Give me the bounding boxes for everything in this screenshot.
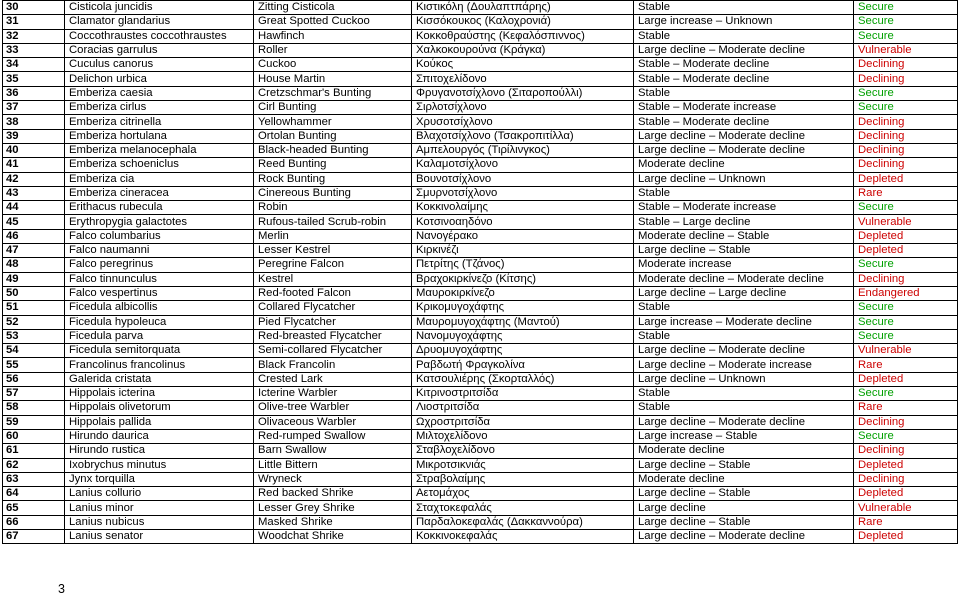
- latin-name: Emberiza cirlus: [65, 101, 254, 115]
- latin-name: Coccothraustes coccothraustes: [65, 29, 254, 43]
- english-name: Roller: [254, 43, 412, 57]
- table-row: [3, 1, 958, 15]
- latin-name: Emberiza cia: [65, 172, 254, 186]
- population-trend: Moderate decline – Moderate decline: [634, 272, 854, 286]
- english-name: Red-rumped Swallow: [254, 429, 412, 443]
- table-row: [3, 529, 958, 543]
- population-trend: Moderate decline: [634, 444, 854, 458]
- latin-name: Lanius nubicus: [65, 515, 254, 529]
- latin-name: Ficedula parva: [65, 329, 254, 343]
- english-name: Olivaceous Warbler: [254, 415, 412, 429]
- greek-name: Κοκκινολαίμης: [412, 201, 634, 215]
- english-name: Black Francolin: [254, 358, 412, 372]
- row-number: 45: [3, 215, 65, 229]
- latin-name: Emberiza hortulana: [65, 129, 254, 143]
- english-name: Cuckoo: [254, 58, 412, 72]
- conservation-status: Secure: [854, 15, 958, 29]
- latin-name: Emberiza citrinella: [65, 115, 254, 129]
- english-name: Great Spotted Cuckoo: [254, 15, 412, 29]
- table-row: [3, 201, 958, 215]
- english-name: Barn Swallow: [254, 444, 412, 458]
- population-trend: Large decline – Stable: [634, 244, 854, 258]
- english-name: Masked Shrike: [254, 515, 412, 529]
- conservation-status: Declining: [854, 272, 958, 286]
- conservation-status: Vulnerable: [854, 215, 958, 229]
- population-trend: Large decline – Moderate decline: [634, 529, 854, 543]
- population-trend: Stable – Moderate decline: [634, 58, 854, 72]
- latin-name: Ficedula hypoleuca: [65, 315, 254, 329]
- latin-name: Hirundo daurica: [65, 429, 254, 443]
- population-trend: Large decline – Moderate decline: [634, 129, 854, 143]
- greek-name: Κούκος: [412, 58, 634, 72]
- greek-name: Κοκκοθραύστης (Κεφαλόσπινvoς): [412, 29, 634, 43]
- latin-name: Ficedula albicollis: [65, 301, 254, 315]
- row-number: 36: [3, 86, 65, 100]
- population-trend: Stable – Moderate decline: [634, 115, 854, 129]
- greek-name: Κιτρινοστριτσίδα: [412, 387, 634, 401]
- population-trend: Large decline – Unknown: [634, 372, 854, 386]
- conservation-status: Declining: [854, 58, 958, 72]
- row-number: 43: [3, 186, 65, 200]
- greek-name: Βουνοτσίχλονο: [412, 172, 634, 186]
- row-number: 40: [3, 143, 65, 157]
- table-row: [3, 329, 958, 343]
- row-number: 62: [3, 458, 65, 472]
- latin-name: Emberiza caesia: [65, 86, 254, 100]
- english-name: Cretzschmar's Bunting: [254, 86, 412, 100]
- greek-name: Κοκκινοκεφαλάς: [412, 529, 634, 543]
- latin-name: Emberiza cineracea: [65, 186, 254, 200]
- latin-name: Lanius collurio: [65, 487, 254, 501]
- conservation-status: Secure: [854, 329, 958, 343]
- greek-name: Στραβολαίμης: [412, 472, 634, 486]
- table-row: [3, 344, 958, 358]
- row-number: 31: [3, 15, 65, 29]
- population-trend: Large decline – Moderate decline: [634, 43, 854, 57]
- greek-name: Φρυγανοτσίχλονο (Σιταροπούλλι): [412, 86, 634, 100]
- conservation-status: Rare: [854, 186, 958, 200]
- row-number: 30: [3, 1, 65, 15]
- row-number: 64: [3, 487, 65, 501]
- english-name: Rufous-tailed Scrub-robin: [254, 215, 412, 229]
- conservation-status: Depleted: [854, 244, 958, 258]
- greek-name: Μικροτσικνιάς: [412, 458, 634, 472]
- conservation-status: Secure: [854, 29, 958, 43]
- table-row: [3, 43, 958, 57]
- greek-name: Βραχοκιρκίνεζο (Κίτσης): [412, 272, 634, 286]
- conservation-status: Declining: [854, 115, 958, 129]
- latin-name: Falco tinnunculus: [65, 272, 254, 286]
- table-row: [3, 244, 958, 258]
- english-name: Reed Bunting: [254, 158, 412, 172]
- table-row: [3, 387, 958, 401]
- english-name: Woodchat Shrike: [254, 529, 412, 543]
- english-name: Robin: [254, 201, 412, 215]
- population-trend: Stable – Moderate increase: [634, 201, 854, 215]
- greek-name: Δρυομυγοχάφτης: [412, 344, 634, 358]
- conservation-status: Declining: [854, 158, 958, 172]
- greek-name: Σπιτοχελίδονο: [412, 72, 634, 86]
- row-number: 39: [3, 129, 65, 143]
- english-name: Zitting Cisticola: [254, 1, 412, 15]
- latin-name: Coracias garrulus: [65, 43, 254, 57]
- row-number: 67: [3, 529, 65, 543]
- population-trend: Stable: [634, 86, 854, 100]
- table-row: [3, 501, 958, 515]
- conservation-status: Secure: [854, 201, 958, 215]
- english-name: Lesser Grey Shrike: [254, 501, 412, 515]
- row-number: 38: [3, 115, 65, 129]
- population-trend: Large decline – Moderate decline: [634, 143, 854, 157]
- latin-name: Falco columbarius: [65, 229, 254, 243]
- greek-name: Σταβλοχελίδονο: [412, 444, 634, 458]
- english-name: House Martin: [254, 72, 412, 86]
- greek-name: Λιοστριτσίδα: [412, 401, 634, 415]
- row-number: 41: [3, 158, 65, 172]
- english-name: Red-breasted Flycatcher: [254, 329, 412, 343]
- population-trend: Stable: [634, 329, 854, 343]
- row-number: 52: [3, 315, 65, 329]
- conservation-status: Declining: [854, 415, 958, 429]
- greek-name: Αετομάχος: [412, 487, 634, 501]
- row-number: 59: [3, 415, 65, 429]
- latin-name: Falco naumanni: [65, 244, 254, 258]
- english-name: Rock Bunting: [254, 172, 412, 186]
- row-number: 37: [3, 101, 65, 115]
- population-trend: Stable: [634, 401, 854, 415]
- table-row: [3, 429, 958, 443]
- population-trend: Stable: [634, 29, 854, 43]
- greek-name: Ωχροστριτσίδα: [412, 415, 634, 429]
- greek-name: Κιρκινέζι: [412, 244, 634, 258]
- english-name: Ortolan Bunting: [254, 129, 412, 143]
- greek-name: Χρυσοτσίχλονο: [412, 115, 634, 129]
- table-row: [3, 258, 958, 272]
- latin-name: Hirundo rustica: [65, 444, 254, 458]
- table-row: [3, 272, 958, 286]
- row-number: 56: [3, 372, 65, 386]
- table-row: [3, 358, 958, 372]
- greek-name: Μιλτοχελίδονο: [412, 429, 634, 443]
- greek-name: Πετρίτης (Τζάνος): [412, 258, 634, 272]
- greek-name: Μαυρομυγοχάφτης (Μαντού): [412, 315, 634, 329]
- table-row: [3, 401, 958, 415]
- table-row: [3, 472, 958, 486]
- table-row: [3, 58, 958, 72]
- conservation-status: Rare: [854, 401, 958, 415]
- latin-name: Emberiza melanocephala: [65, 143, 254, 157]
- row-number: 55: [3, 358, 65, 372]
- conservation-status: Declining: [854, 72, 958, 86]
- latin-name: Erythropygia galactotes: [65, 215, 254, 229]
- species-table: [2, 0, 958, 544]
- conservation-status: Secure: [854, 101, 958, 115]
- latin-name: Cisticola juncidis: [65, 1, 254, 15]
- english-name: Semi-collared Flycatcher: [254, 344, 412, 358]
- population-trend: Moderate decline – Stable: [634, 229, 854, 243]
- row-number: 57: [3, 387, 65, 401]
- row-number: 61: [3, 444, 65, 458]
- english-name: Kestrel: [254, 272, 412, 286]
- latin-name: Francolinus francolinus: [65, 358, 254, 372]
- conservation-status: Depleted: [854, 487, 958, 501]
- row-number: 58: [3, 401, 65, 415]
- population-trend: Large decline – Unknown: [634, 172, 854, 186]
- population-trend: Large decline – Large decline: [634, 286, 854, 300]
- table-row: [3, 15, 958, 29]
- table-row: [3, 286, 958, 300]
- population-trend: Large increase – Moderate decline: [634, 315, 854, 329]
- english-name: Yellowhammer: [254, 115, 412, 129]
- conservation-status: Secure: [854, 258, 958, 272]
- conservation-status: Secure: [854, 86, 958, 100]
- conservation-status: Declining: [854, 444, 958, 458]
- conservation-status: Declining: [854, 143, 958, 157]
- latin-name: Cuculus canorus: [65, 58, 254, 72]
- conservation-status: Depleted: [854, 172, 958, 186]
- conservation-status: Declining: [854, 129, 958, 143]
- english-name: Wryneck: [254, 472, 412, 486]
- greek-name: Κοτσινοαηδόνο: [412, 215, 634, 229]
- population-trend: Large decline – Stable: [634, 515, 854, 529]
- table-row: [3, 86, 958, 100]
- conservation-status: Rare: [854, 358, 958, 372]
- table-row: [3, 301, 958, 315]
- latin-name: Ixobrychus minutus: [65, 458, 254, 472]
- conservation-status: Secure: [854, 315, 958, 329]
- english-name: Crested Lark: [254, 372, 412, 386]
- conservation-status: Vulnerable: [854, 344, 958, 358]
- greek-name: Σταχτοκεφαλάς: [412, 501, 634, 515]
- table-row: [3, 172, 958, 186]
- row-number: 47: [3, 244, 65, 258]
- table-row: [3, 444, 958, 458]
- latin-name: Ficedula semitorquata: [65, 344, 254, 358]
- population-trend: Stable – Moderate increase: [634, 101, 854, 115]
- table-row: [3, 372, 958, 386]
- table-row: [3, 186, 958, 200]
- table-row: [3, 515, 958, 529]
- conservation-status: Depleted: [854, 458, 958, 472]
- greek-name: Κρικομυγοχάφτης: [412, 301, 634, 315]
- table-row: [3, 215, 958, 229]
- row-number: 63: [3, 472, 65, 486]
- greek-name: Σμυρνοτσίχλονο: [412, 186, 634, 200]
- population-trend: Stable: [634, 387, 854, 401]
- latin-name: Clamator glandarius: [65, 15, 254, 29]
- population-trend: Large decline – Moderate decline: [634, 415, 854, 429]
- population-trend: Large decline – Stable: [634, 458, 854, 472]
- conservation-status: Depleted: [854, 229, 958, 243]
- row-number: 32: [3, 29, 65, 43]
- conservation-status: Vulnerable: [854, 43, 958, 57]
- conservation-status: Rare: [854, 515, 958, 529]
- english-name: Lesser Kestrel: [254, 244, 412, 258]
- greek-name: Σιρλοτσίχλονο: [412, 101, 634, 115]
- greek-name: Βλαχοτσίχλονο (Τσακροπιτίλλα): [412, 129, 634, 143]
- row-number: 48: [3, 258, 65, 272]
- population-trend: Large decline – Moderate increase: [634, 358, 854, 372]
- row-number: 51: [3, 301, 65, 315]
- conservation-status: Secure: [854, 1, 958, 15]
- latin-name: Lanius senator: [65, 529, 254, 543]
- row-number: 53: [3, 329, 65, 343]
- population-trend: Moderate increase: [634, 258, 854, 272]
- table-row: [3, 115, 958, 129]
- row-number: 33: [3, 43, 65, 57]
- population-trend: Moderate decline: [634, 472, 854, 486]
- row-number: 50: [3, 286, 65, 300]
- latin-name: Erithacus rubecula: [65, 201, 254, 215]
- latin-name: Falco peregrinus: [65, 258, 254, 272]
- english-name: Hawfinch: [254, 29, 412, 43]
- table-row: [3, 129, 958, 143]
- latin-name: Falco vespertinus: [65, 286, 254, 300]
- english-name: Little Bittern: [254, 458, 412, 472]
- english-name: Peregrine Falcon: [254, 258, 412, 272]
- greek-name: Κισσόκουκος (Καλοχρονιά): [412, 15, 634, 29]
- greek-name: Αμπελουργός (Τιρίλινγκος): [412, 143, 634, 157]
- conservation-status: Secure: [854, 387, 958, 401]
- row-number: 49: [3, 272, 65, 286]
- latin-name: Emberiza schoeniclus: [65, 158, 254, 172]
- population-trend: Moderate decline: [634, 158, 854, 172]
- greek-name: Νανομυγοχάφτης: [412, 329, 634, 343]
- population-trend: Large decline – Moderate decline: [634, 344, 854, 358]
- greek-name: Νανογέρακο: [412, 229, 634, 243]
- population-trend: Stable: [634, 186, 854, 200]
- species-table-body: [3, 1, 958, 544]
- greek-name: Χαλκοκουρούνα (Κράγκα): [412, 43, 634, 57]
- table-row: [3, 158, 958, 172]
- latin-name: Hippolais pallida: [65, 415, 254, 429]
- latin-name: Hippolais olivetorum: [65, 401, 254, 415]
- population-trend: Large decline – Stable: [634, 487, 854, 501]
- english-name: Olive-tree Warbler: [254, 401, 412, 415]
- conservation-status: Depleted: [854, 529, 958, 543]
- conservation-status: Declining: [854, 472, 958, 486]
- table-row: [3, 458, 958, 472]
- greek-name: Ραβδωτή Φραγκολίνα: [412, 358, 634, 372]
- english-name: Merlin: [254, 229, 412, 243]
- latin-name: Galerida cristata: [65, 372, 254, 386]
- english-name: Icterine Warbler: [254, 387, 412, 401]
- english-name: Cinereous Bunting: [254, 186, 412, 200]
- row-number: 34: [3, 58, 65, 72]
- population-trend: Large increase – Stable: [634, 429, 854, 443]
- table-row: [3, 143, 958, 157]
- population-trend: Large increase – Unknown: [634, 15, 854, 29]
- latin-name: Delichon urbica: [65, 72, 254, 86]
- english-name: Pied Flycatcher: [254, 315, 412, 329]
- english-name: Black-headed Bunting: [254, 143, 412, 157]
- row-number: 60: [3, 429, 65, 443]
- greek-name: Καλαμοτσίχλονο: [412, 158, 634, 172]
- table-row: [3, 229, 958, 243]
- population-trend: Stable – Large decline: [634, 215, 854, 229]
- table-row: [3, 72, 958, 86]
- row-number: 44: [3, 201, 65, 215]
- greek-name: Κιστικόλη (Δουλαπτπάρης): [412, 1, 634, 15]
- greek-name: Παρδαλοκεφαλάς (Δακκαννούρα): [412, 515, 634, 529]
- table-row: [3, 101, 958, 115]
- population-trend: Stable – Moderate decline: [634, 72, 854, 86]
- row-number: 66: [3, 515, 65, 529]
- conservation-status: Depleted: [854, 372, 958, 386]
- population-trend: Stable: [634, 301, 854, 315]
- latin-name: Hippolais icterina: [65, 387, 254, 401]
- table-row: [3, 415, 958, 429]
- conservation-status: Vulnerable: [854, 501, 958, 515]
- row-number: 42: [3, 172, 65, 186]
- row-number: 35: [3, 72, 65, 86]
- latin-name: Jynx torquilla: [65, 472, 254, 486]
- conservation-status: Secure: [854, 301, 958, 315]
- population-trend: Stable: [634, 1, 854, 15]
- page-number: 3: [58, 582, 65, 596]
- row-number: 65: [3, 501, 65, 515]
- english-name: Cirl Bunting: [254, 101, 412, 115]
- conservation-status: Secure: [854, 429, 958, 443]
- population-trend: Large decline: [634, 501, 854, 515]
- english-name: Red backed Shrike: [254, 487, 412, 501]
- english-name: Collared Flycatcher: [254, 301, 412, 315]
- english-name: Red-footed Falcon: [254, 286, 412, 300]
- row-number: 54: [3, 344, 65, 358]
- conservation-status: Endangered: [854, 286, 958, 300]
- table-row: [3, 29, 958, 43]
- greek-name: Κατσουλιέρης (Σκορταλλός): [412, 372, 634, 386]
- greek-name: Μαυροκιρκίνεζο: [412, 286, 634, 300]
- table-row: [3, 315, 958, 329]
- table-row: [3, 487, 958, 501]
- latin-name: Lanius minor: [65, 501, 254, 515]
- row-number: 46: [3, 229, 65, 243]
